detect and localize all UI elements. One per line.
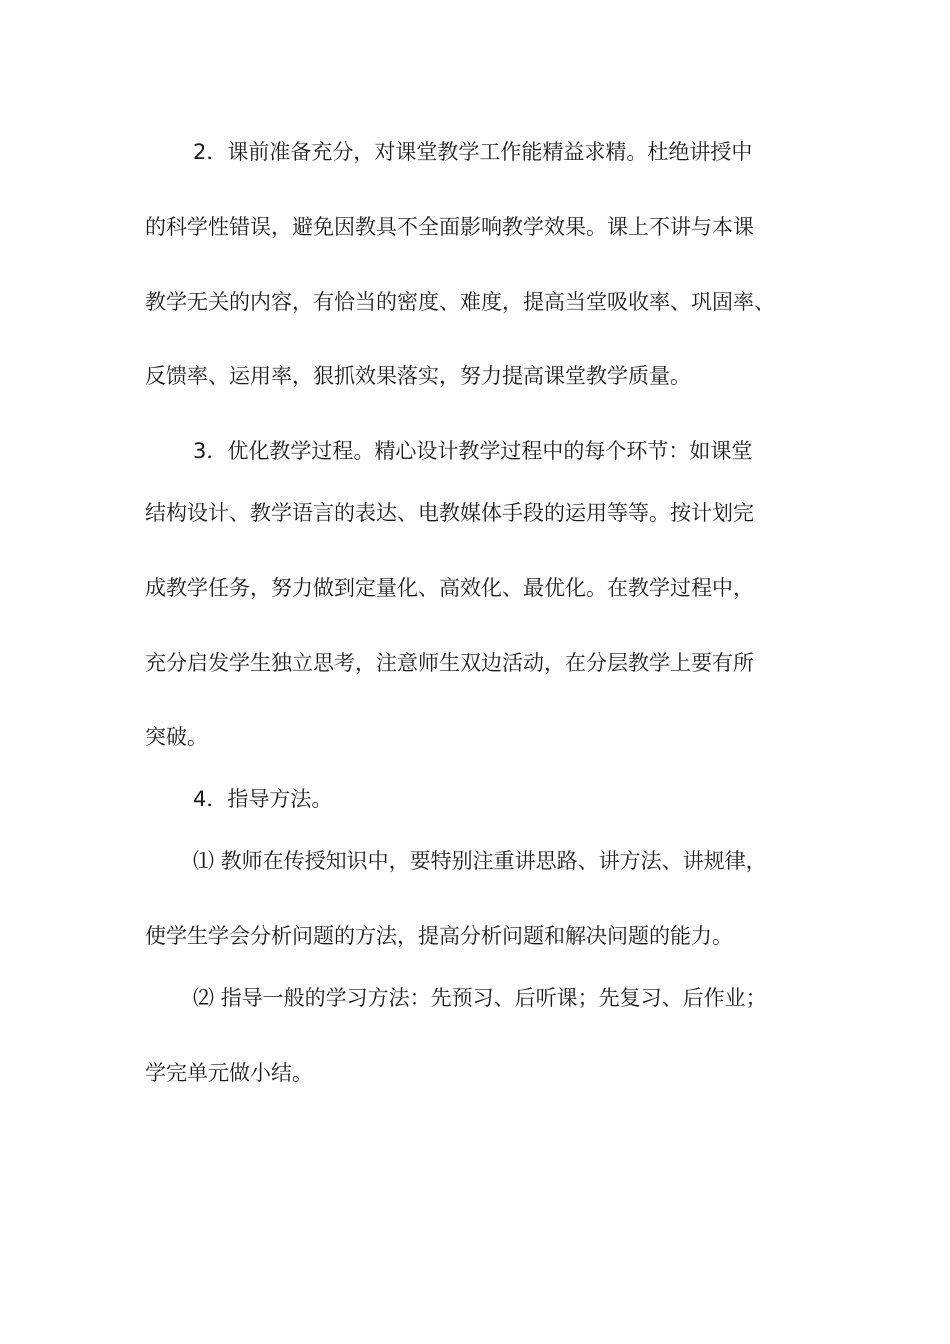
paragraph-3-line-5: 突破。	[145, 725, 208, 749]
paragraph-4-heading: 4．指导方法。	[193, 787, 333, 811]
list-item-1-line-2: 使学生学会分析问题的方法，提高分析问题和解决问题的能力。	[145, 924, 733, 948]
paragraph-2-line-1: 2．课前准备充分，对课堂教学工作能精益求精。杜绝讲授中	[193, 140, 753, 164]
paragraph-3-line-4: 充分启发学生独立思考，注意师生双边活动，在分层教学上要有所	[145, 651, 754, 675]
list-item-2-line-1: ⑵ 指导一般的学习方法：先预习、后听课；先复习、后作业；	[193, 986, 767, 1010]
list-item-2-line-2: 学完单元做小结。	[145, 1061, 313, 1085]
paragraph-2-line-2: 的科学性错误，避免因教具不全面影响教学效果。课上不讲与本课	[145, 215, 754, 239]
paragraph-2-line-3: 教学无关的内容，有恰当的密度、难度，提高当堂吸收率、巩固率、	[145, 290, 775, 314]
paragraph-2-line-4: 反馈率、运用率，狠抓效果落实，努力提高课堂教学质量。	[145, 364, 691, 388]
paragraph-3-line-2: 结构设计、教学语言的表达、电教媒体手段的运用等等。按计划完	[145, 501, 754, 525]
list-item-1-line-1: ⑴ 教师在传授知识中，要特别注重讲思路、讲方法、讲规律，	[193, 849, 767, 873]
paragraph-3-line-3: 成教学任务，努力做到定量化、高效化、最优化。在教学过程中，	[145, 576, 754, 600]
paragraph-3-line-1: 3．优化教学过程。精心设计教学过程中的每个环节：如课堂	[193, 439, 753, 463]
